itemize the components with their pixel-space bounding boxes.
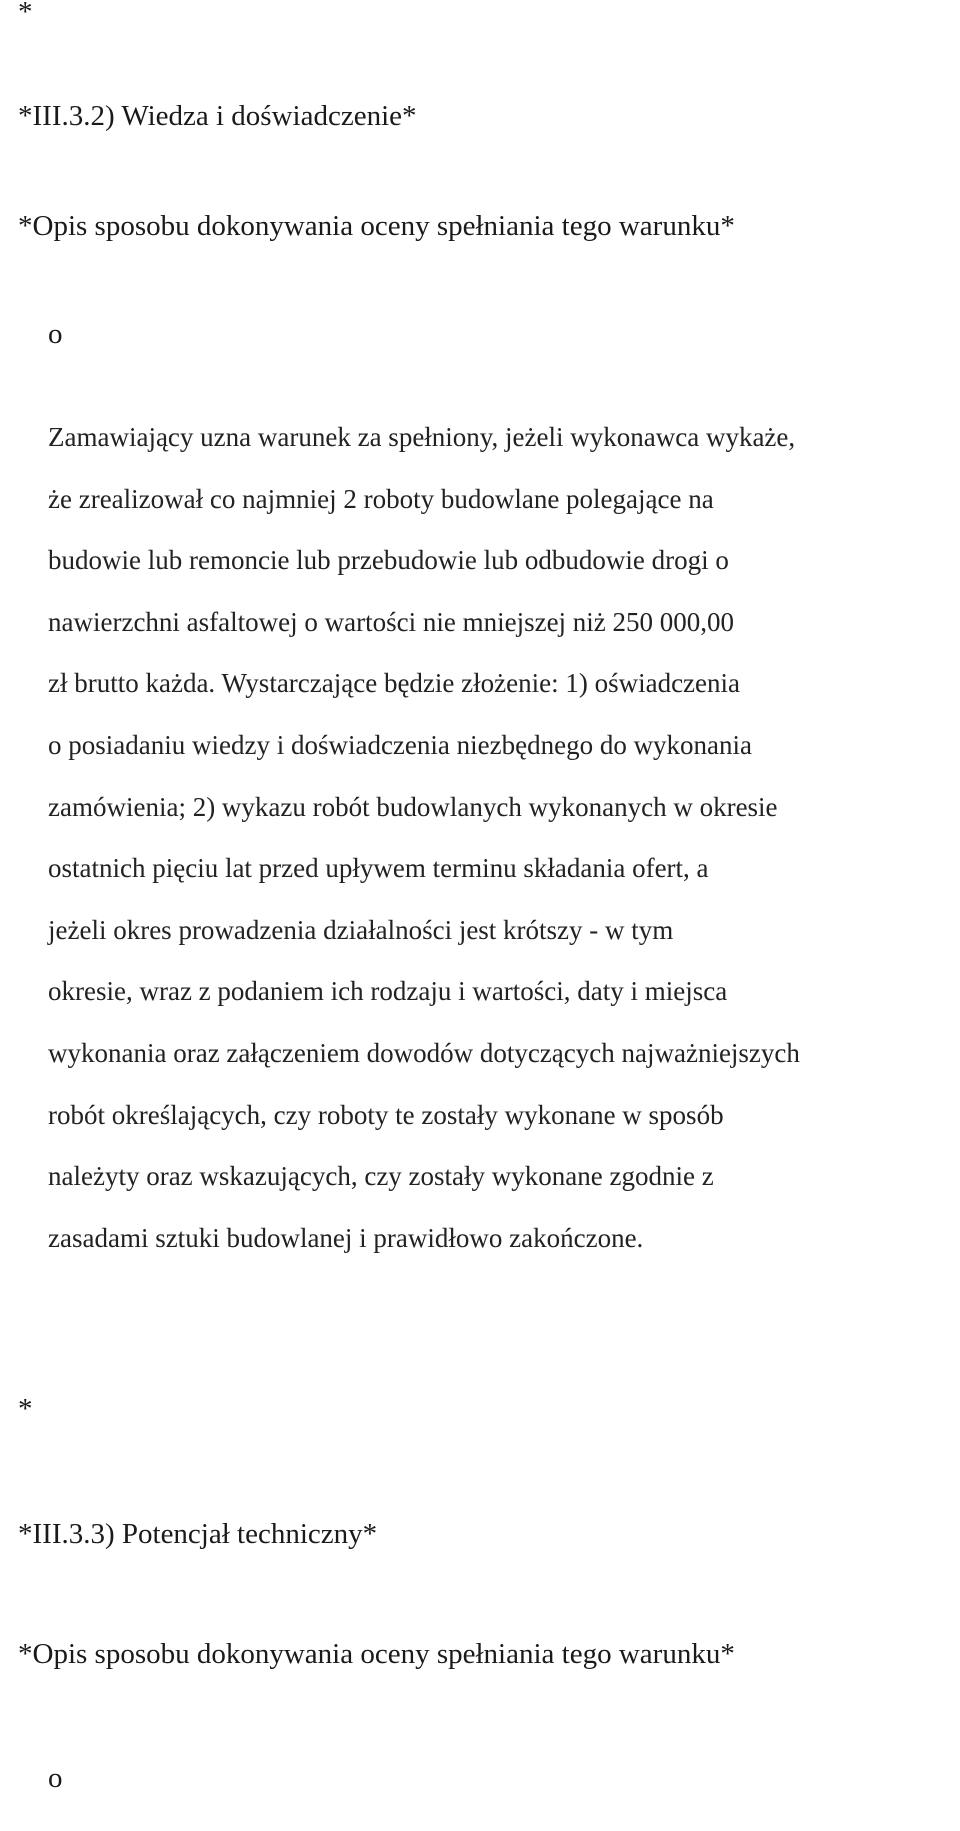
list-bullet-2: o [48,1762,63,1794]
paragraph-line: zamówienia; 2) wykazu robót budowlanych wykonanych w okresie [48,791,778,822]
condition-paragraph [48,407,800,1269]
paragraph-line: o posiadaniu wiedzy i doświadczenia niezbędnego do wykonania [48,729,753,760]
separator-asterisk-marker: * [18,1393,33,1425]
paragraph-line: wykonania oraz załączeniem dowodów dotyczących najważniejszych [48,1037,800,1068]
paragraph-line: robót określających, czy roboty te zostały wykonane w sposób [48,1099,724,1130]
paragraph-line: należyty oraz wskazujących, czy zostały wykonane zgodnie z [48,1161,714,1192]
list-bullet: o [48,318,63,350]
section-heading-technical-potential: *III.3.3) Potencjał techniczny* [18,1518,378,1550]
paragraph-line: zł brutto każda. Wystarczające będzie złożenie: 1) oświadczenia [48,668,741,699]
section-description-label: *Opis sposobu dokonywania oceny spełniania tego warunku* [18,210,735,242]
section-heading-knowledge-experience: *III.3.2) Wiedza i doświadczenie* [18,100,417,132]
paragraph-line: nawierzchni asfaltowej o wartości nie mniejszej niż 250 000,00 [48,606,735,637]
paragraph-line: jeżeli okres prowadzenia działalności jest krótszy - w tym [48,914,674,945]
paragraph-line: budowie lub remoncie lub przebudowie lub odbudowie drogi o [48,545,729,576]
paragraph-line: okresie, wraz z podaniem ich rodzaju i wartości, daty i miejsca [48,976,728,1007]
paragraph-line: Zamawiający uzna warunek za spełniony, jeżeli wykonawca wykaże, [48,422,796,452]
section-description-label-2: *Opis sposobu dokonywania oceny spełniania tego warunku* [18,1638,735,1670]
top-asterisk-marker: * [18,0,33,28]
paragraph-line: zasadami sztuki budowlanej i prawidłowo zakończone. [48,1222,644,1253]
paragraph-line: ostatnich pięciu lat przed upływem terminu składania ofert, a [48,853,709,884]
paragraph-line: że zrealizował co najmniej 2 roboty budowlane polegające na [48,483,714,514]
